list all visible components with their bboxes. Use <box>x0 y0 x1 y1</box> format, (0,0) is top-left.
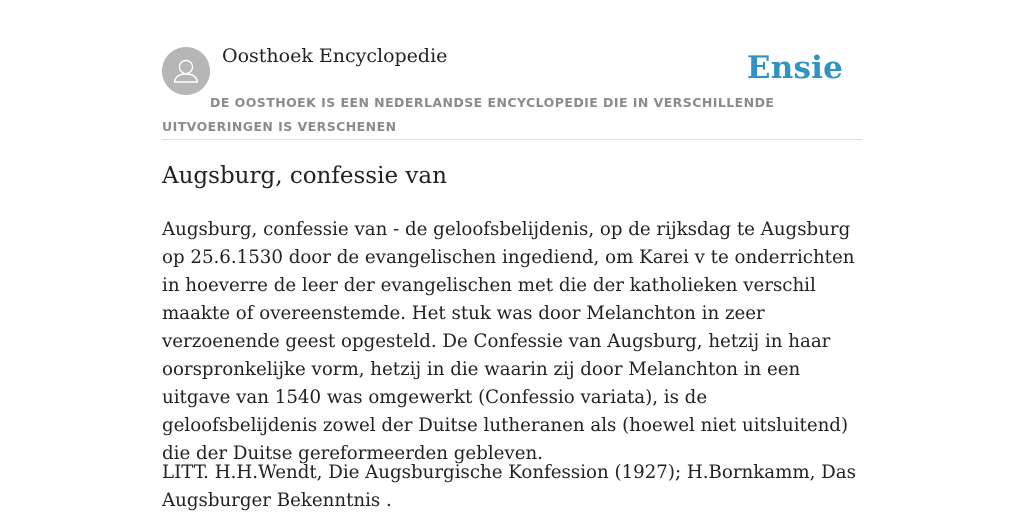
user-icon <box>162 47 210 95</box>
article-body: Augsburg, confessie van - de geloofsbelijdenis, op de rijksdag te Augsburg op 25.6.1530 door de evangelischen ingediend, om Karei v te onderrichten in hoeverre de leer der evangelischen met die der katholieken verschil maakte of overeenstemde. Het stuk was door Melanchton in zeer verzoenende geest opgesteld. De Confessie van Augsburg, hetzij in haar oorspronkelijke vorm, hetzij in die waarin zij door Melanchton in een uitgave van 1540 was omgewerkt (Confessio variata), is de geloofsbelijdenis zowel der Duitse lutheranen als (hoewel niet uitsluitend) die der Duitse gereformeerden gebleven. <box>162 219 855 464</box>
article-title: Augsburg, confessie van <box>162 163 447 189</box>
site-name[interactable]: Oosthoek Encyclopedie <box>222 45 448 67</box>
site-tagline: DE OOSTHOEK IS EEN NEDERLANDSE ENCYCLOPEDIE DIE IN VERSCHILLENDE UITVOERINGEN IS VERSCHENEN <box>162 95 775 134</box>
brand-logo[interactable]: Ensie <box>746 50 843 86</box>
user-avatar[interactable] <box>162 47 210 95</box>
page-container <box>162 0 862 511</box>
site-header <box>162 0 862 140</box>
article-literature: LITT. H.H.Wendt, Die Augsburgische Konfession (1927); H.Bornkamm, Das Augsburger Bekenntnis . <box>162 462 856 511</box>
